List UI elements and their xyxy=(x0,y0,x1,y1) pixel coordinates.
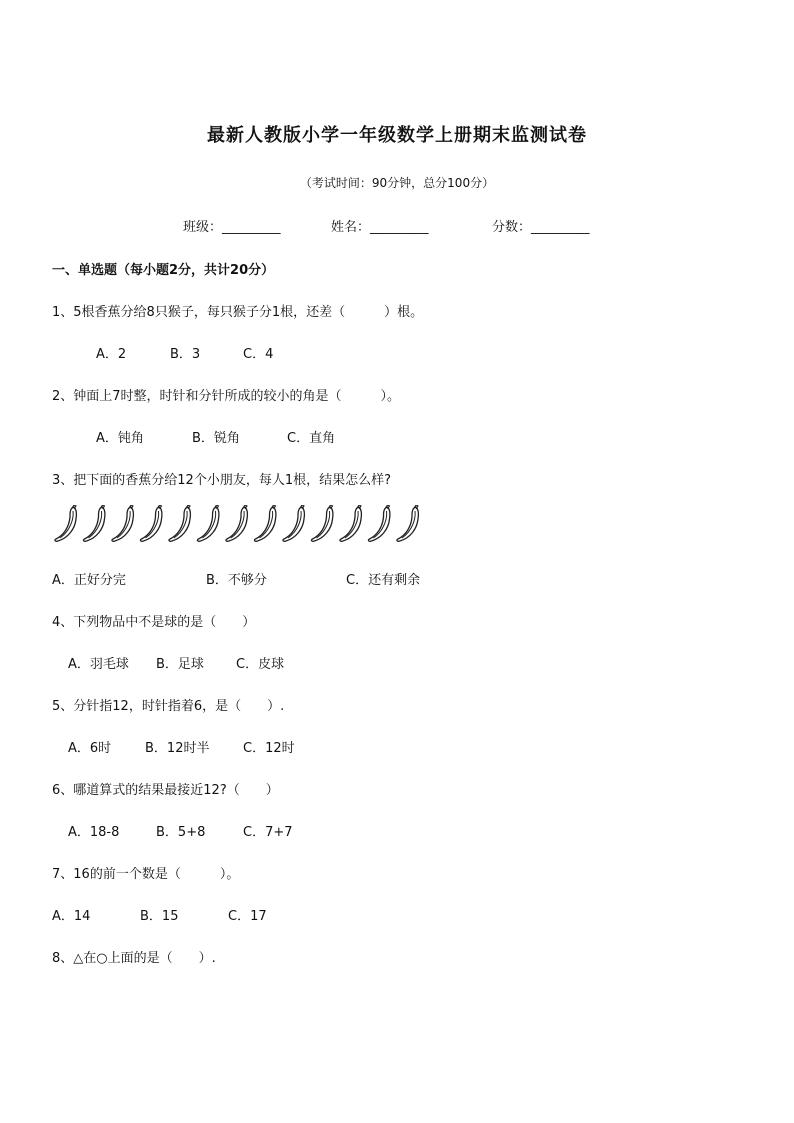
question-6: 6、哪道算式的结果最接近12?（ ） xyxy=(52,783,279,798)
q7-option-c: C．17 xyxy=(228,909,267,924)
question-1: 1、5根香蕉分给8只猴子，每只猴子分1根，还差（ ）根。 xyxy=(52,305,424,320)
exam-title: 最新人教版小学一年级数学上册期末监测试卷 xyxy=(207,125,587,146)
q2-option-a: A．钝角 xyxy=(96,431,144,446)
q6-option-a: A．18-8 xyxy=(68,825,120,840)
banana-icon xyxy=(83,505,104,541)
q2-option-b: B．锐角 xyxy=(192,431,240,446)
banana-icon xyxy=(169,505,190,541)
banana-icon xyxy=(283,505,304,541)
q3-option-a: A．正好分完 xyxy=(52,573,126,588)
q4-option-c: C．皮球 xyxy=(236,657,285,672)
q6-option-b: B．5+8 xyxy=(156,825,206,840)
q3-option-b: B．不够分 xyxy=(206,573,267,588)
q3-option-c: C．还有剩余 xyxy=(346,573,421,588)
q1-option-a: A．2 xyxy=(96,347,127,362)
section-heading: 一、单选题（每小题2分，共计20分） xyxy=(52,263,275,278)
banana-icon xyxy=(397,505,418,541)
question-5: 5、分针指12，时针指着6，是（ ）. xyxy=(52,699,285,714)
banana-icon xyxy=(311,505,332,541)
banana-icon xyxy=(368,505,389,541)
banana-icon xyxy=(226,505,247,541)
banana-icon xyxy=(340,505,361,541)
question-2: 2、钟面上7时整，时针和分针所成的较小的角是（ ）。 xyxy=(52,389,401,404)
banana-icon xyxy=(112,505,133,541)
q7-option-a: A．14 xyxy=(52,909,91,924)
name-field: 姓名：_________ xyxy=(331,220,429,235)
class-field: 班级：_________ xyxy=(183,220,281,235)
banana-icon xyxy=(140,505,161,541)
question-8: 8、△在○上面的是（ ）. xyxy=(52,951,216,966)
q4-option-a: A．羽毛球 xyxy=(68,657,129,672)
question-7: 7、16的前一个数是（ ）。 xyxy=(52,867,240,882)
q2-option-c: C．直角 xyxy=(287,431,336,446)
question-3: 3、把下面的香蕉分给12个小朋友，每人1根，结果怎么样? xyxy=(52,473,391,488)
exam-subtitle: （考试时间：90分钟，总分100分） xyxy=(299,176,495,190)
q7-option-b: B．15 xyxy=(140,909,179,924)
q6-option-c: C．7+7 xyxy=(243,825,293,840)
q1-option-c: C．4 xyxy=(243,347,274,362)
question-4: 4、下列物品中不是球的是（ ） xyxy=(52,615,256,630)
score-field: 分数：_________ xyxy=(492,220,590,235)
q5-option-c: C．12时 xyxy=(243,741,295,756)
banana-icon xyxy=(254,505,275,541)
banana-picture xyxy=(52,505,432,549)
q4-option-b: B．足球 xyxy=(156,657,204,672)
q5-option-b: B．12时半 xyxy=(145,741,210,756)
q1-option-b: B．3 xyxy=(170,347,201,362)
q5-option-a: A．6时 xyxy=(68,741,112,756)
banana-icon xyxy=(197,505,218,541)
banana-icon xyxy=(55,505,76,541)
